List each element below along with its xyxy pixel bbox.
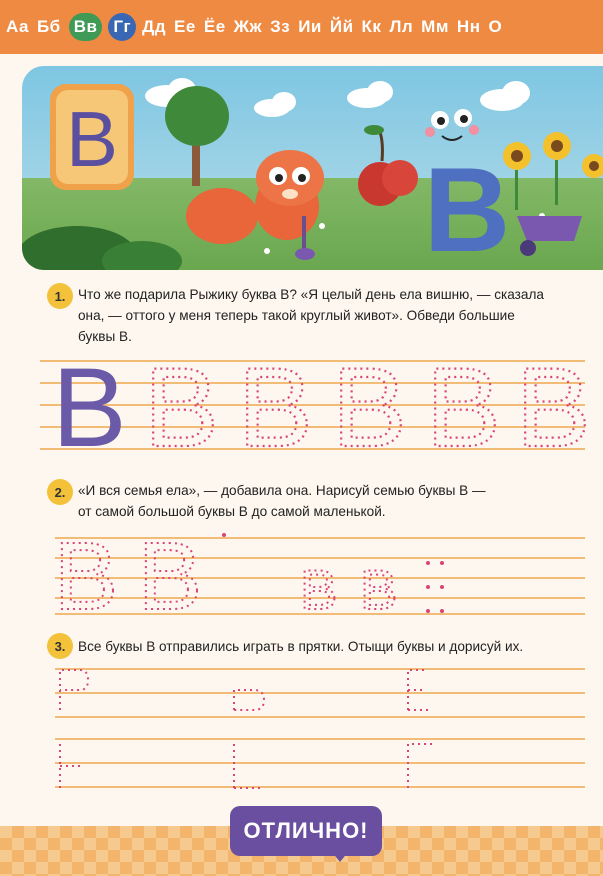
alphabet-letter: Бб (36, 17, 61, 36)
badge-tail (332, 852, 348, 862)
alphabet-letter: Нн (456, 17, 481, 36)
alphabet-letter: Кк (361, 17, 382, 36)
partial-letter (234, 690, 264, 710)
dotted-letter-b: B (144, 354, 219, 454)
alphabet-strip (0, 0, 603, 54)
dotted-letter-b: B (300, 558, 338, 617)
tracing-row-3[interactable] (50, 662, 470, 802)
alphabet-letter: Ии (298, 17, 322, 36)
solid-letter-b: B (52, 354, 127, 454)
illustration-scene (22, 66, 603, 270)
tracing-row-1[interactable] (40, 354, 600, 454)
exercise-text-line: от самой большой буквы В до самой маленькой. (78, 504, 386, 519)
alphabet-letter-highlighted: Гг (108, 13, 136, 41)
dotted-letter-b: B (238, 354, 313, 454)
exercise-text-line: «И вся семья ела», — добавила она. Нарисуй семью буквы В — (78, 483, 486, 498)
alphabet-letter: Жж (233, 17, 263, 36)
sunflower-icon (503, 132, 603, 210)
exercise-text-line: она, — оттого у меня теперь такой круглый живот». Обведи большие (78, 308, 515, 323)
exercise-text-line: Все буквы В отправились играть в прятки. Отыщи буквы и дорисуй их. (78, 639, 524, 654)
alphabet-letter: Мм (421, 17, 449, 36)
partial-letter (60, 670, 88, 710)
scene-artwork (22, 66, 603, 270)
partial-letter (234, 744, 260, 788)
dotted-letter-b: B (426, 354, 501, 454)
exercise-number: 1. (47, 283, 73, 309)
alphabet-letter: Зз (270, 17, 291, 36)
dotted-letter-b: B (54, 527, 119, 617)
exercise-text (78, 284, 544, 347)
card-letter: В (65, 95, 119, 183)
dotted-letter-b: B (332, 354, 407, 454)
exercise-text (78, 480, 486, 522)
alphabet-letter: О (488, 17, 503, 36)
exercise-text-line: Что же подарила Рыжику буква В? «Я целый день ела вишню, — сказала (78, 287, 544, 302)
dotted-letter-b: B (516, 354, 591, 454)
partial-letter (60, 744, 80, 788)
partial-letter (408, 744, 436, 788)
tracing-row-2[interactable] (50, 527, 470, 617)
alphabet-letter: Ёе (203, 17, 226, 36)
exercise-text (78, 636, 523, 657)
exercise-number: 2. (47, 479, 73, 505)
dotted-letter-b: B (360, 558, 398, 617)
exercise-text-line: буквы В. (78, 329, 132, 344)
dotted-letter-b: B (138, 527, 203, 617)
partial-letter (408, 670, 428, 710)
alphabet-letter: Ее (174, 17, 196, 36)
exercise-number: 3. (47, 633, 73, 659)
alphabet-letter: Дд (142, 17, 167, 36)
alphabet-letter: Аа (6, 17, 29, 36)
alphabet-letter: Лл (389, 17, 414, 36)
character-letter: B (423, 143, 511, 270)
alphabet-letter: Йй (329, 17, 354, 36)
praise-badge: ОТЛИЧНО! (230, 806, 382, 856)
alphabet-letter-highlighted: Вв (69, 13, 103, 41)
